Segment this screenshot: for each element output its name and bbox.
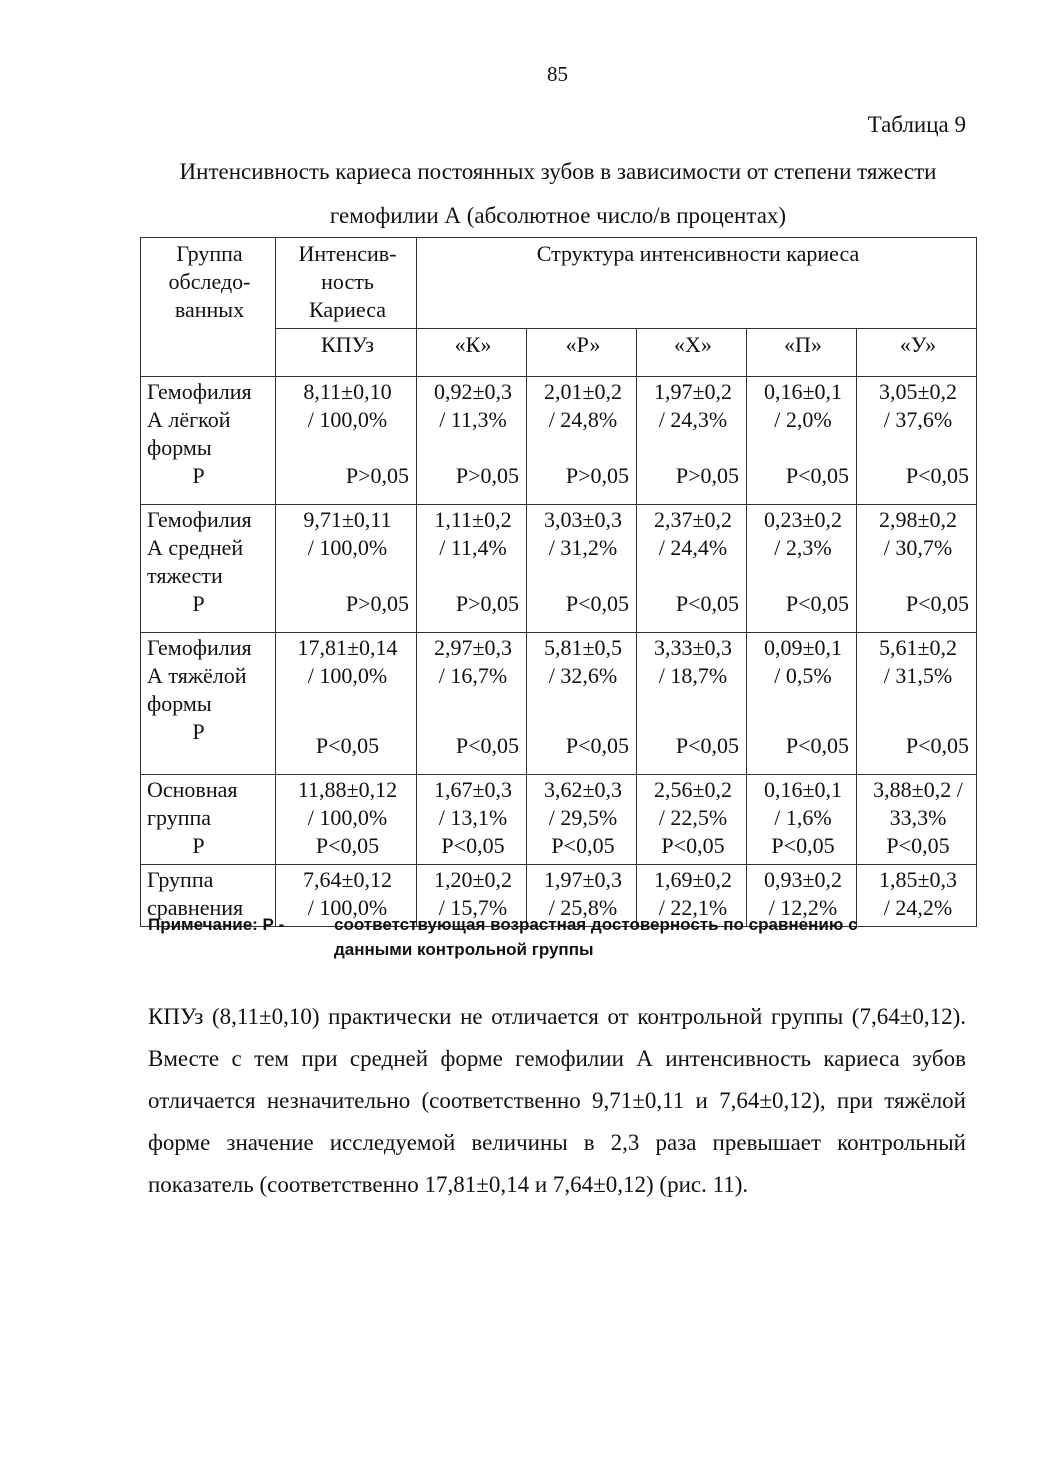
table-caption: Интенсивность кариеса постоянных зубов в зависимости от степени тяжести гемофилии А (абсолютное число/в процентах): [179, 159, 937, 228]
table-cell: 3,88±0,2 / 33,3% Р<0,05: [857, 775, 977, 865]
table-cell: 3,05±0,2 / 37,6% Р<0,05: [857, 377, 977, 505]
header-u: «У»: [857, 329, 977, 377]
table-cell: 2,97±0,3 / 16,7% Р<0,05: [417, 633, 527, 775]
table-cell: 5,81±0,5 / 32,6% Р<0,05: [527, 633, 637, 775]
table-cell: 7,64±0,12 / 100,0%: [276, 865, 417, 927]
table-cell: 0,09±0,1 / 0,5% Р<0,05: [747, 633, 857, 775]
table-label: Таблица 9: [867, 112, 966, 137]
table-row-main-group: [141, 775, 977, 865]
table-cell: 3,03±0,3 / 31,2% Р<0,05: [527, 505, 637, 633]
table-cell: 1,69±0,2 / 22,1%: [637, 865, 747, 927]
table-cell: 8,11±0,10 / 100,0% Р>0,05: [276, 377, 417, 505]
table-cell: 3,33±0,3 / 18,7% Р<0,05: [637, 633, 747, 775]
table-cell: 0,23±0,2 / 2,3% Р<0,05: [747, 505, 857, 633]
table-cell: 1,97±0,2 / 24,3% Р>0,05: [637, 377, 747, 505]
header-structure: Структура интенсивности кариеса: [417, 238, 977, 329]
header-k: «К»: [417, 329, 527, 377]
table-cell: 1,67±0,3 / 13,1% Р<0,05: [417, 775, 527, 865]
row-group-label: Гемофилия А лёгкой формы Р: [141, 377, 276, 505]
table-row: [141, 505, 977, 633]
caries-intensity-table: [140, 237, 977, 927]
table-cell: 3,62±0,3 / 29,5% Р<0,05: [527, 775, 637, 865]
body-paragraph: КПУз (8,11±0,10) практически не отличается от контрольной группы (7,64±0,12). Вместе с тем при средней форме гемофилии А интенсивность кариеса зубов отличается незначительно (соответственно 9,71±0,11 и 7,64±0,12), при тяжёлой форме значение исследуемой величины в 2,3 раза превышает контрольный показатель (соответственно 17,81±0,14 и 7,64±0,12) (рис. 11).: [148, 1004, 966, 1197]
table-cell: 0,92±0,3 / 11,3% Р>0,05: [417, 377, 527, 505]
table-row: [141, 377, 977, 505]
table-cell: 0,93±0,2 / 12,2%: [747, 865, 857, 927]
table-cell: 5,61±0,2 / 31,5% Р<0,05: [857, 633, 977, 775]
table-cell: 17,81±0,14 / 100,0% Р<0,05: [276, 633, 417, 775]
table-row: [141, 633, 977, 775]
table-cell: 2,98±0,2 / 30,7% Р<0,05: [857, 505, 977, 633]
note-text: соответствующая возрастная достоверность по сравнению с данными контрольной группы: [334, 915, 858, 959]
table-cell: 0,16±0,1 / 2,0% Р<0,05: [747, 377, 857, 505]
table-cell: 9,71±0,11 / 100,0% Р>0,05: [276, 505, 417, 633]
row-group-label: Гемофилия А тяжёлой формы Р: [141, 633, 276, 775]
header-intensity: Интенсив- ность Кариеса: [276, 238, 417, 329]
header-x: «Х»: [637, 329, 747, 377]
table-cell: 1,20±0,2 / 15,7%: [417, 865, 527, 927]
table-cell: 2,37±0,2 / 24,4% Р<0,05: [637, 505, 747, 633]
header-kpu: КПУз: [276, 329, 417, 377]
row-group-label: Основная группа Р: [141, 775, 276, 865]
table-cell: 1,85±0,3 / 24,2%: [857, 865, 977, 927]
table-cell: 2,01±0,2 / 24,8% Р>0,05: [527, 377, 637, 505]
header-p: «П»: [747, 329, 857, 377]
table-cell: 0,16±0,1 / 1,6% Р<0,05: [747, 775, 857, 865]
table-cell: 1,11±0,2 / 11,4% Р>0,05: [417, 505, 527, 633]
header-r: «Р»: [527, 329, 637, 377]
row-group-label: Группа сравнения: [141, 865, 276, 927]
note-label: Примечание: Р -: [148, 915, 285, 934]
table-cell: 11,88±0,12 / 100,0% Р<0,05: [276, 775, 417, 865]
table-cell: 1,97±0,3 / 25,8%: [527, 865, 637, 927]
header-group: Группа обследо- ванных: [141, 238, 276, 377]
table-cell: 2,56±0,2 / 22,5% Р<0,05: [637, 775, 747, 865]
page-number: 85: [547, 62, 568, 86]
row-group-label: Гемофилия А средней тяжести Р: [141, 505, 276, 633]
